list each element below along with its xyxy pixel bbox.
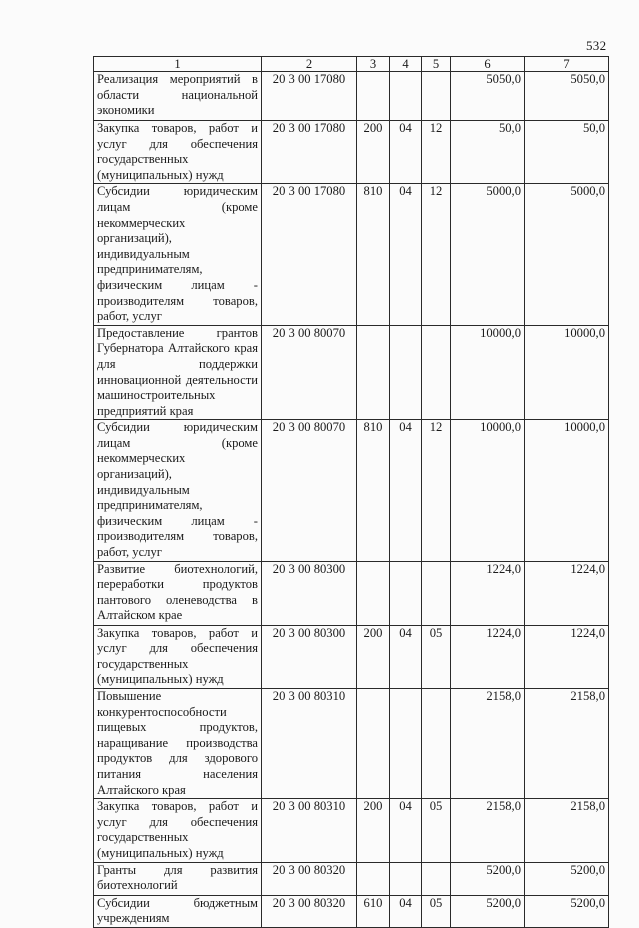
row-c5 (422, 862, 451, 895)
row-code: 20 3 00 80070 (262, 325, 357, 420)
row-name: Субсидии юридическим лицам (кроме некоммерческих организаций), индивидуальным предпринимателям, физическим лицам - производителям товаров, работ, услуг (94, 184, 262, 325)
row-amount-6: 1224,0 (451, 625, 525, 688)
row-c4 (390, 561, 422, 625)
row-c3 (357, 561, 390, 625)
row-name: Развитие биотехнологий, переработки продуктов пантового оленеводства в Алтайском крае (94, 561, 262, 625)
row-c4: 04 (390, 895, 422, 927)
row-amount-6: 2158,0 (451, 799, 525, 862)
column-header: 1 (94, 57, 262, 72)
row-amount-7: 1224,0 (525, 561, 609, 625)
row-amount-7: 10000,0 (525, 325, 609, 420)
row-c3: 810 (357, 184, 390, 325)
row-c4: 04 (390, 121, 422, 184)
row-c5 (422, 689, 451, 799)
column-header: 4 (390, 57, 422, 72)
row-c3: 200 (357, 625, 390, 688)
row-amount-7: 10000,0 (525, 420, 609, 561)
row-code: 20 3 00 80300 (262, 625, 357, 688)
row-c4: 04 (390, 799, 422, 862)
row-c3 (357, 689, 390, 799)
row-c4 (390, 325, 422, 420)
table-row (94, 184, 609, 325)
row-name: Гранты для развития биотехнологий (94, 862, 262, 895)
table-row (94, 689, 609, 799)
column-header: 3 (357, 57, 390, 72)
row-amount-7: 5000,0 (525, 184, 609, 325)
row-amount-7: 5050,0 (525, 72, 609, 121)
row-name: Повышение конкурентоспособности пищевых продуктов, наращивание производства продуктов для здорового питания населения Алтайского края (94, 689, 262, 799)
row-c5: 12 (422, 121, 451, 184)
table-row (94, 121, 609, 184)
table-row (94, 799, 609, 862)
row-c5: 05 (422, 625, 451, 688)
row-amount-6: 5050,0 (451, 72, 525, 121)
row-c3: 810 (357, 420, 390, 561)
row-code: 20 3 00 17080 (262, 121, 357, 184)
row-c4: 04 (390, 184, 422, 325)
row-amount-7: 50,0 (525, 121, 609, 184)
table-row (94, 72, 609, 121)
row-code: 20 3 00 80070 (262, 420, 357, 561)
table-row (94, 625, 609, 688)
row-amount-6: 10000,0 (451, 325, 525, 420)
row-amount-7: 1224,0 (525, 625, 609, 688)
row-name: Субсидии бюджетным учреждениям (94, 895, 262, 927)
row-amount-7: 2158,0 (525, 689, 609, 799)
column-header: 6 (451, 57, 525, 72)
column-header: 5 (422, 57, 451, 72)
row-name: Закупка товаров, работ и услуг для обеспечения государственных (муниципальных) нужд (94, 121, 262, 184)
row-c3 (357, 325, 390, 420)
row-c5: 05 (422, 799, 451, 862)
row-amount-6: 1224,0 (451, 561, 525, 625)
row-name: Реализация мероприятий в области национальной экономики (94, 72, 262, 121)
row-amount-6: 2158,0 (451, 689, 525, 799)
row-c4 (390, 72, 422, 121)
row-c4: 04 (390, 625, 422, 688)
row-c3 (357, 862, 390, 895)
row-amount-7: 5200,0 (525, 862, 609, 895)
page-number: 532 (586, 38, 607, 53)
row-amount-6: 5000,0 (451, 184, 525, 325)
row-code: 20 3 00 80310 (262, 689, 357, 799)
table-row (94, 862, 609, 895)
row-code: 20 3 00 17080 (262, 184, 357, 325)
table-row (94, 420, 609, 561)
row-name: Закупка товаров, работ и услуг для обеспечения государственных (муниципальных) нужд (94, 625, 262, 688)
row-c3 (357, 72, 390, 121)
row-name: Субсидии юридическим лицам (кроме некоммерческих организаций), индивидуальным предпринимателям, физическим лицам - производителям товаров, работ, услуг (94, 420, 262, 561)
row-c3: 200 (357, 799, 390, 862)
row-c5 (422, 561, 451, 625)
row-amount-6: 50,0 (451, 121, 525, 184)
table-row (94, 895, 609, 927)
row-name: Закупка товаров, работ и услуг для обеспечения государственных (муниципальных) нужд (94, 799, 262, 862)
row-c5: 05 (422, 895, 451, 927)
row-code: 20 3 00 80300 (262, 561, 357, 625)
row-c5 (422, 325, 451, 420)
column-header: 7 (525, 57, 609, 72)
table-row (94, 561, 609, 625)
row-c4 (390, 862, 422, 895)
row-code: 20 3 00 17080 (262, 72, 357, 121)
row-code: 20 3 00 80310 (262, 799, 357, 862)
row-code: 20 3 00 80320 (262, 895, 357, 927)
table-row (94, 325, 609, 420)
row-c3: 610 (357, 895, 390, 927)
table-header-row (94, 57, 609, 72)
row-amount-7: 5200,0 (525, 895, 609, 927)
row-c3: 200 (357, 121, 390, 184)
row-c4 (390, 689, 422, 799)
row-amount-6: 5200,0 (451, 862, 525, 895)
row-amount-6: 10000,0 (451, 420, 525, 561)
row-c5: 12 (422, 420, 451, 561)
row-name: Предоставление грантов Губернатора Алтайского края для поддержки инновационной деятельности машиностроительных предприятий края (94, 325, 262, 420)
row-amount-6: 5200,0 (451, 895, 525, 927)
column-header: 2 (262, 57, 357, 72)
row-amount-7: 2158,0 (525, 799, 609, 862)
row-code: 20 3 00 80320 (262, 862, 357, 895)
row-c5 (422, 72, 451, 121)
budget-table (93, 56, 609, 928)
row-c5: 12 (422, 184, 451, 325)
row-c4: 04 (390, 420, 422, 561)
